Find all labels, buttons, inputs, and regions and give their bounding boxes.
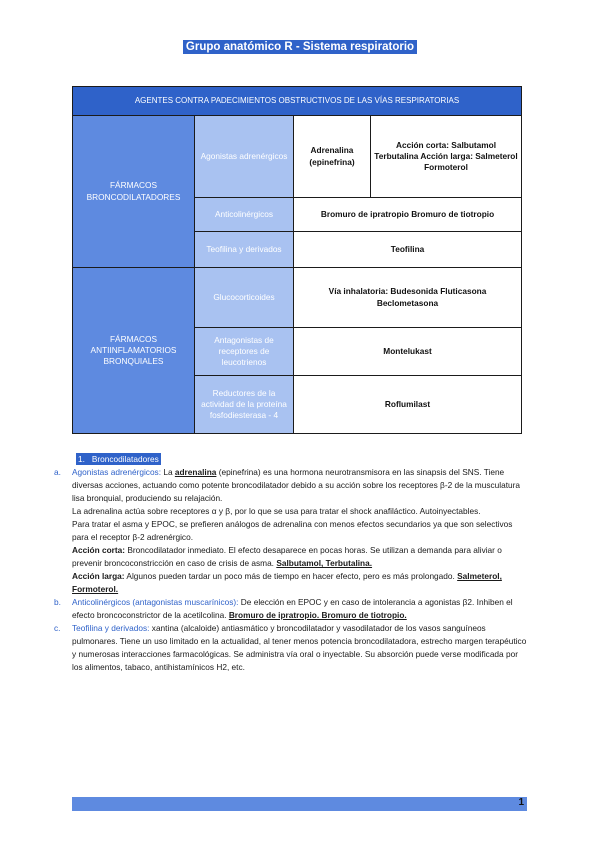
page-title: Grupo anatómico R - Sistema respiratorio: [183, 40, 417, 54]
section-title: Broncodilatadores: [91, 454, 159, 464]
paragraph: La adrenalina actúa sobre receptores α y β, por lo que se usa para tratar el shock anafiláctico. Autoinyectables.: [72, 506, 481, 516]
section-bronchodilators: [54, 453, 527, 674]
item-text: De elección en EPOC y en caso de intolerancia a agonistas β2. Inhiben el efecto broncoconstrictor de la acetilcolina.: [72, 597, 513, 620]
paragraph: Para tratar el asma y EPOC, se prefieren análogos de adrenalina con menos efectos secundarios ya que son selectivos para el receptor β-2 adrenérgico.: [72, 519, 513, 542]
value-cell: Acción corta: Salbutamol Terbutalina Acción larga: Salmeterol Formoterol: [371, 116, 522, 198]
item-text: (epinefrina) es una hormona neurotransmisora en las sinapsis del SNS. Tiene diversas acciones, actuando como potente broncodilatador debido a su acción sobre los receptores β-2 de la musculatura lisa bronquial, produciendo su relajación.: [72, 467, 520, 503]
page-title-wrap: [0, 37, 600, 55]
value-cell: Vía inhalatoria: Budesonida Fluticasona Beclometasona: [294, 268, 522, 328]
short-acting-text: Broncodilatador inmediato. El efecto desaparece en pocas horas. Se utilizan a demanda para aliviar o prevenir broncoconstricción en caso de crisis de asma.: [72, 545, 502, 568]
item-title: Teofilina y derivados:: [72, 623, 150, 633]
agents-table: [72, 86, 522, 434]
long-acting-paragraph: [72, 570, 527, 596]
list-item-a: [54, 466, 527, 505]
section-number: 1.: [78, 454, 85, 464]
table-row: [73, 116, 522, 198]
table-header-row: [73, 87, 522, 116]
item-label: b.: [54, 597, 61, 607]
subcategory-cell: Teofilina y derivados: [195, 232, 294, 268]
subcategory-cell: Agonistas adrenérgicos: [195, 116, 294, 198]
value-cell: Teofilina: [294, 232, 522, 268]
table-row: [73, 268, 522, 328]
subcategory-cell: Anticolinérgicos: [195, 198, 294, 232]
list-item-c: [54, 622, 527, 674]
value-cell: Bromuro de ipratropio Bromuro de tiotropio: [294, 198, 522, 232]
item-title: Anticolinérgicos (antagonistas muscarínicos):: [72, 597, 239, 607]
page-footer: [72, 797, 527, 811]
subcategory-cell: Reductores de la actividad de la proteína fosfodiesterasa - 4: [195, 376, 294, 434]
item-title: Agonistas adrenérgicos:: [72, 467, 162, 477]
item-label: a.: [54, 467, 61, 477]
item-drugs: Bromuro de ipratropio. Bromuro de tiotropio.: [228, 610, 407, 620]
subcategory-cell: Antagonistas de receptores de leucotrienos: [195, 328, 294, 376]
item-text: xantina (alcaloide) antiasmático y broncodilatador y vasodilatador de los vasos sanguíneos pulmonares. Tiene un uso limitado en la actualidad, al tener menos potencia broncodilatadora, estrecho margen terapéutico y numerosas interacciones farmacológicas. Se administra vía oral o inyectable. Su absorción puede verse modificada por los alimentos, tabaco, antihistamínicos H2, etc.: [72, 623, 527, 672]
table-header: AGENTES CONTRA PADECIMIENTOS OBSTRUCTIVOS DE LAS VÍAS RESPIRATORIAS: [73, 87, 522, 116]
long-acting-drugs: Salmeterol, Formoterol.: [72, 571, 502, 594]
category-bronchodilators: FÁRMACOS BRONCODILATADORES: [73, 116, 195, 268]
list-item-b: [54, 596, 527, 622]
item-text: La: [163, 467, 173, 477]
value-cell: Roflumilast: [294, 376, 522, 434]
short-acting-paragraph: [72, 544, 527, 570]
long-acting-label: Acción larga:: [72, 571, 125, 581]
short-acting-label: Acción corta:: [72, 545, 126, 555]
long-acting-text: Algunos pueden tardar un poco más de tiempo en hacer efecto, pero es más prolongado.: [126, 571, 455, 581]
item-highlight: adrenalina: [174, 467, 217, 477]
value-cell: Montelukast: [294, 328, 522, 376]
short-acting-drugs: Salbutamol, Terbutalina.: [276, 558, 373, 568]
category-antiinflammatory: FÁRMACOS ANTIINFLAMATORIOS BRONQUIALES: [73, 268, 195, 434]
value-cell: Adrenalina (epinefrina): [294, 116, 371, 198]
item-label: c.: [54, 623, 61, 633]
page-number: 1: [518, 797, 524, 808]
subcategory-cell: Glucocorticoides: [195, 268, 294, 328]
section-heading: [72, 453, 527, 466]
